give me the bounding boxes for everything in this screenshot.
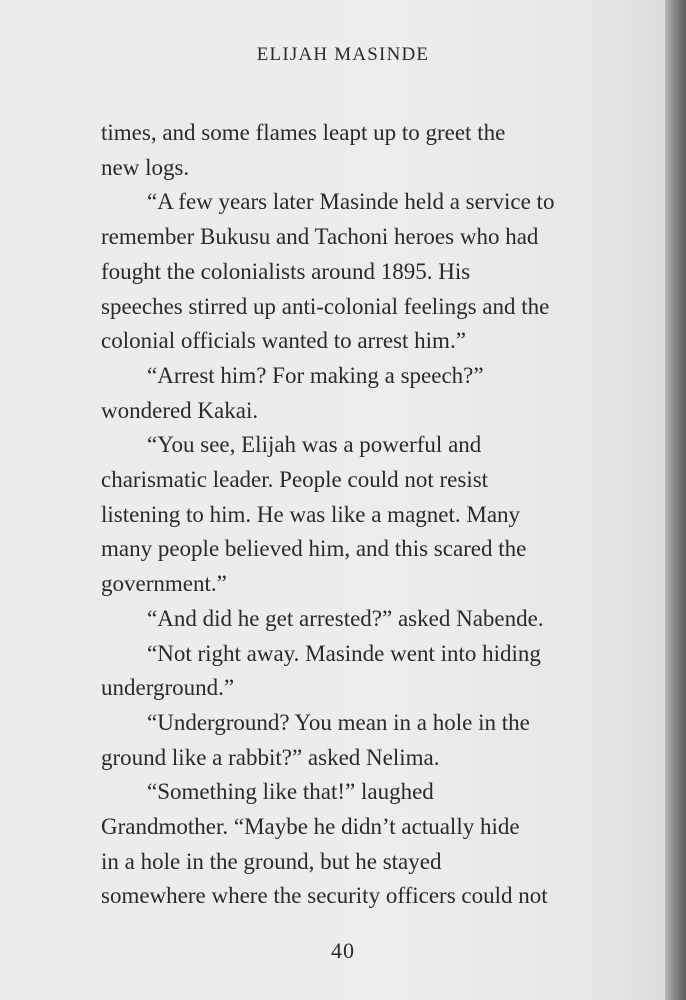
- text-line: times, and some flames leapt up to greet the: [101, 120, 506, 145]
- text-line: “A few years later Masinde held a service to: [147, 189, 555, 215]
- text-line: somewhere where the security officers could not: [101, 883, 548, 909]
- text-line: wondered Kakai.: [101, 397, 259, 423]
- body-text: [101, 116, 601, 914]
- text-line: speeches stirred up anti-colonial feelings and the: [101, 293, 550, 319]
- text-line: ground like a rabbit?” asked Nelima.: [101, 744, 440, 770]
- text-line: fought the colonialists around 1895. His: [101, 258, 471, 284]
- running-head: ELIJAH MASINDE: [256, 44, 430, 65]
- text-line: “Something like that!” laughed: [147, 779, 434, 805]
- text-line: many people believed him, and this scared the: [101, 536, 527, 562]
- text-line: “You see, Elijah was a powerful and: [147, 432, 482, 458]
- page-number: 40: [331, 938, 355, 963]
- text-line: “Not right away. Masinde went into hiding: [147, 640, 541, 666]
- text-line: colonial officials wanted to arrest him.”: [101, 328, 466, 354]
- text-line: “Underground? You mean in a hole in the: [147, 709, 530, 735]
- text-line: listening to him. He was like a magnet. Many: [101, 501, 521, 527]
- text-line: “And did he get arrested?” asked Nabende.: [147, 605, 544, 631]
- text-line: in a hole in the ground, but he stayed: [101, 848, 442, 874]
- text-line: new logs.: [101, 154, 190, 180]
- text-line: government.”: [101, 571, 227, 597]
- text-line: underground.”: [101, 675, 235, 701]
- text-line: remember Bukusu and Tachoni heroes who had: [101, 224, 539, 250]
- text-line: charismatic leader. People could not resist: [101, 467, 489, 493]
- book-binding-edge: [665, 0, 686, 1000]
- text-line: “Arrest him? For making a speech?”: [147, 362, 484, 388]
- text-line: Grandmother. “Maybe he didn’t actually hide: [101, 814, 520, 840]
